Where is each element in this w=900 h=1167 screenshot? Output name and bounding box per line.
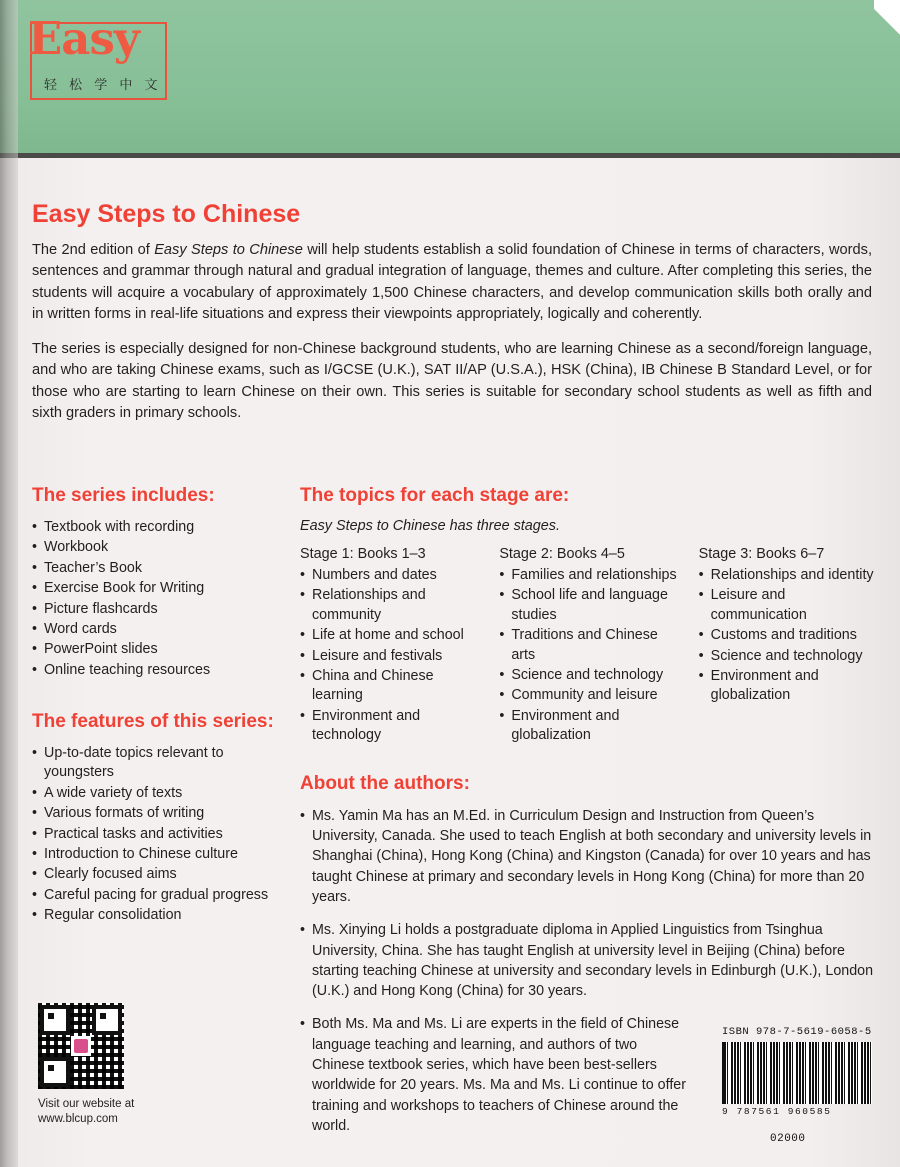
list-item: • China and Chinese learning — [300, 667, 481, 706]
qr-code-block — [38, 1003, 188, 1127]
intro-paragraph-1 — [32, 240, 872, 326]
qr-finder-top-left — [40, 1005, 70, 1035]
book-spine — [0, 0, 18, 1167]
list-item: • PowerPoint slides — [32, 640, 277, 659]
list-item: • Environment and globalization — [499, 707, 680, 746]
logo-wordmark: Easy — [28, 12, 139, 65]
barcode-digits: 9 787561 960585 — [722, 1106, 832, 1117]
list-item: • Science and technology — [699, 647, 880, 666]
stage-columns — [300, 546, 880, 747]
list-item: • Up-to-date topics relevant to youngsters — [32, 744, 282, 783]
intro-p1-before: The 2nd edition of — [32, 242, 155, 258]
series-includes-heading: The series includes: — [32, 485, 215, 506]
stage-column-1 — [300, 546, 481, 747]
features-section — [32, 710, 282, 927]
topics-lead — [300, 518, 880, 534]
qr-caption-line-1: Visit our website at — [38, 1098, 135, 1110]
stage-label: Stage 1: Books 1–3 — [300, 545, 426, 562]
features-heading: The features of this series: — [32, 711, 274, 732]
series-includes-list — [32, 518, 277, 681]
list-item: • Customs and traditions — [699, 626, 880, 645]
list-item: • A wide variety of texts — [32, 784, 282, 803]
stage-topic-list — [499, 566, 680, 746]
authors-heading: About the authors: — [300, 773, 470, 794]
list-item: • Both Ms. Ma and Ms. Li are experts in the field of Chinese language teaching and learning, and authors of two Chinese textbook series, which have been best-sellers worldwide for 20 years. Ms. Ma and Ms. Li continue to offer training and workshops to teachers of Chinese around the world. — [300, 1014, 692, 1136]
isbn-block — [722, 1026, 872, 1117]
list-item: • Teacher’s Book — [32, 559, 277, 578]
list-item: • Traditions and Chinese arts — [499, 626, 680, 665]
list-item: • Word cards — [32, 620, 277, 639]
list-item: • Workbook — [32, 538, 277, 557]
stage-column-3 — [699, 546, 880, 747]
list-item: • Picture flashcards — [32, 600, 277, 619]
intro-paragraph-2: The series is especially designed for non-Chinese background students, who are learning Chinese as a second/foreign language, and who are taking Chinese exams, such as I/GCSE (U.K.), SAT II/AP (U.S.A.), HSK (China), IB Chinese B Standard Level, or for those who are starting to learn Chinese on their own. This series is suitable for secondary school students as well as fifth and sixth graders in primary schools. — [32, 340, 872, 422]
list-item: • Clearly focused aims — [32, 865, 282, 884]
list-item: • Life at home and school — [300, 626, 481, 645]
list-item: • Ms. Xinying Li holds a postgraduate diploma in Applied Linguistics from Tsinghua University, China. She has taught English at university level in Beijing (China) before starting teaching Chinese at university and secondary levels in Edinburgh (U.K.), London (U.K.) and Hong Kong (China) for 30 years. — [300, 920, 880, 1001]
topics-heading: The topics for each stage are: — [300, 485, 570, 506]
page-title: Easy Steps to Chinese — [32, 200, 301, 228]
list-item: • Numbers and dates — [300, 566, 481, 585]
stage-topic-list — [300, 566, 481, 746]
page-corner-fold — [874, 0, 900, 60]
list-item: • Leisure and festivals — [300, 647, 481, 666]
stage-label: Stage 2: Books 4–5 — [499, 545, 625, 562]
list-item: • Introduction to Chinese culture — [32, 845, 282, 864]
stage-topic-list — [699, 566, 880, 706]
barcode-icon — [722, 1042, 872, 1104]
list-item: • Exercise Book for Writing — [32, 579, 277, 598]
series-includes-section — [32, 484, 277, 681]
list-item: • Environment and technology — [300, 707, 481, 746]
list-item: • Regular consolidation — [32, 906, 282, 925]
qr-caption-line-2: www.blcup.com — [38, 1112, 118, 1125]
list-item: • Textbook with recording — [32, 518, 277, 537]
list-item: • Practical tasks and activities — [32, 825, 282, 844]
intro-text — [32, 240, 872, 438]
list-item: • Careful pacing for gradual progress — [32, 886, 282, 905]
list-item: • Families and relationships — [499, 566, 680, 585]
intro-p1-after: will help students establish a solid foundation of Chinese in terms of characters, words, sentences and grammar through natural and gradual integration of language, themes and culture. After completing this series, the students will acquire a vocabulary of approximately 1,500 Chinese characters, and develop communication skills both orally and in written forms in real-life situations and express their viewpoints appropriately, logically and coherently. — [32, 242, 872, 323]
list-item: • Online teaching resources — [32, 661, 277, 680]
topics-lead-rest: has three stages. — [445, 517, 560, 534]
topics-section — [300, 484, 880, 747]
logo-chinese-subtitle: 轻 松 学 中 文 — [44, 78, 162, 93]
isbn-number: ISBN 978-7-5619-6058-5 — [722, 1026, 872, 1038]
list-item: • Leisure and communication — [699, 586, 880, 625]
list-item: • Relationships and community — [300, 586, 481, 625]
stage-label: Stage 3: Books 6–7 — [698, 545, 825, 562]
qr-finder-bottom-left — [40, 1057, 70, 1087]
list-item: • Environment and globalization — [699, 667, 880, 706]
list-item: • School life and language studies — [499, 586, 680, 625]
features-list — [32, 744, 282, 926]
qr-caption — [38, 1097, 188, 1127]
price-code: 02000 — [770, 1133, 806, 1145]
qr-center-logo — [71, 1036, 91, 1056]
list-item: • Science and technology — [499, 666, 680, 685]
list-item: • Various formats of writing — [32, 804, 282, 823]
list-item: • Community and leisure — [499, 686, 680, 705]
qr-code-icon[interactable] — [38, 1003, 124, 1089]
qr-finder-top-right — [92, 1005, 122, 1035]
intro-p1-italic-title: Easy Steps to Chinese — [154, 242, 303, 258]
list-item: • Relationships and identity — [699, 566, 880, 585]
topics-lead-title: Easy Steps to Chinese — [300, 517, 446, 534]
list-item: • Ms. Yamin Ma has an M.Ed. in Curriculum Design and Instruction from Queen’s University, Canada. She used to teach English at both secondary and university levels in Shanghai (China), Hong Kong (China) and Kingston (Canada) for over 10 years and has taught Chinese at primary and secondary levels in Hong Kong (China) for more than 20 years. — [300, 806, 880, 907]
cover-content — [0, 158, 900, 1167]
stage-column-2 — [499, 546, 680, 747]
